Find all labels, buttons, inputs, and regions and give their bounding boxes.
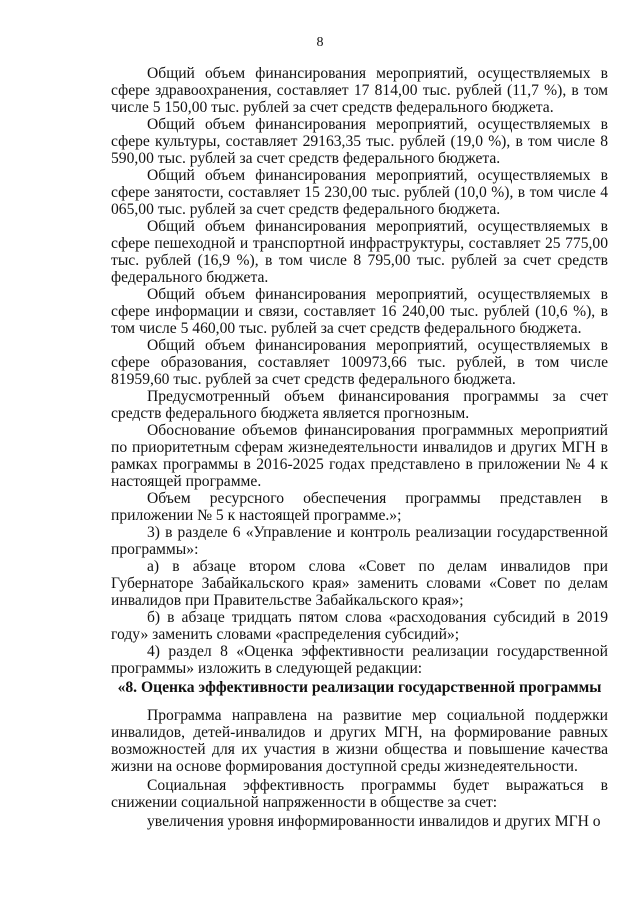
paragraph-forecast-note: Предусмотренный объем финансирования программы за счет средств федерального бюджета является прогнозным. [111, 388, 608, 422]
paragraph-culture-financing: Общий объем финансирования мероприятий, осуществляемых в сфере культуры, составляет 29163,35 тыс. рублей (19,0 %), в том числе 8 590,00 тыс. рублей за счет средств федерального бюджета. [111, 116, 608, 167]
amendment-item-4: 4) раздел 8 «Оценка эффективности реализации государственной программы» изложить в следующей редакции: [111, 643, 608, 677]
page-number: 8 [316, 35, 324, 50]
section-paragraph-effectiveness: Социальная эффективность программы будет выражаться в снижении социальной напряженности в обществе за счет: [111, 777, 608, 811]
amendment-subitem-b: б) в абзаце тридцать пятом слова «расходования субсидий в 2019 году» заменить словами «распределения субсидий»; [111, 609, 608, 643]
section-heading: «8. Оценка эффективности реализации государственной программы [117, 679, 602, 696]
amendment-subitem-a: а) в абзаце втором слова «Совет по делам инвалидов при Губернаторе Забайкальского края» заменить словами «Совет по делам инвалидов при Правительстве Забайкальского края»; [111, 558, 608, 609]
paragraph-resource-support: Объем ресурсного обеспечения программы представлен в приложении № 5 к настоящей программе.»; [111, 490, 608, 524]
paragraph-justification: Обоснование объемов финансирования программных мероприятий по приоритетным сферам жизнедеятельности инвалидов и других МГН в рамках программы в 2016-2025 годах представлено в приложении № 4 к настоящей программе. [111, 422, 608, 490]
paragraph-information-financing: Общий объем финансирования мероприятий, осуществляемых в сфере информации и связи, составляет 16 240,00 тыс. рублей (10,6 %), в том числе 5 460,00 тыс. рублей за счет средств федерального бюджета. [111, 286, 608, 337]
section-paragraph-awareness: увеличения уровня информированности инвалидов и других МГН о [147, 813, 601, 830]
paragraph-healthcare-financing: Общий объем финансирования мероприятий, осуществляемых в сфере здравоохранения, составляет 17 814,00 тыс. рублей (11,7 %), в том числе 5 150,00 тыс. рублей за счет средств федерального бюджета. [111, 65, 608, 116]
paragraph-employment-financing: Общий объем финансирования мероприятий, осуществляемых в сфере занятости, составляет 15 230,00 тыс. рублей (10,0 %), в том числе 4 065,00 тыс. рублей за счет средств федерального бюджета. [111, 167, 608, 218]
paragraph-education-financing: Общий объем финансирования мероприятий, осуществляемых в сфере образования, составляет 100973,66 тыс. рублей, в том числе 81959,60 тыс. рублей за счет средств федерального бюджета. [111, 337, 608, 388]
section-paragraph-goal: Программа направлена на развитие мер социальной поддержки инвалидов, детей-инвалидов и других МГН, на формирование равных возможностей для их участия в жизни общества и повышение качества жизни на основе формирования доступной среды жизнедеятельности. [111, 707, 608, 775]
document-body [111, 65, 608, 830]
amendment-item-3: 3) в разделе 6 «Управление и контроль реализации государственной программы»: [111, 524, 608, 558]
paragraph-transport-financing: Общий объем финансирования мероприятий, осуществляемых в сфере пешеходной и транспортной инфраструктуры, составляет 25 775,00 тыс. рублей (16,9 %), в том числе 8 795,00 тыс. рублей за счет средств федерального бюджета. [111, 218, 608, 286]
